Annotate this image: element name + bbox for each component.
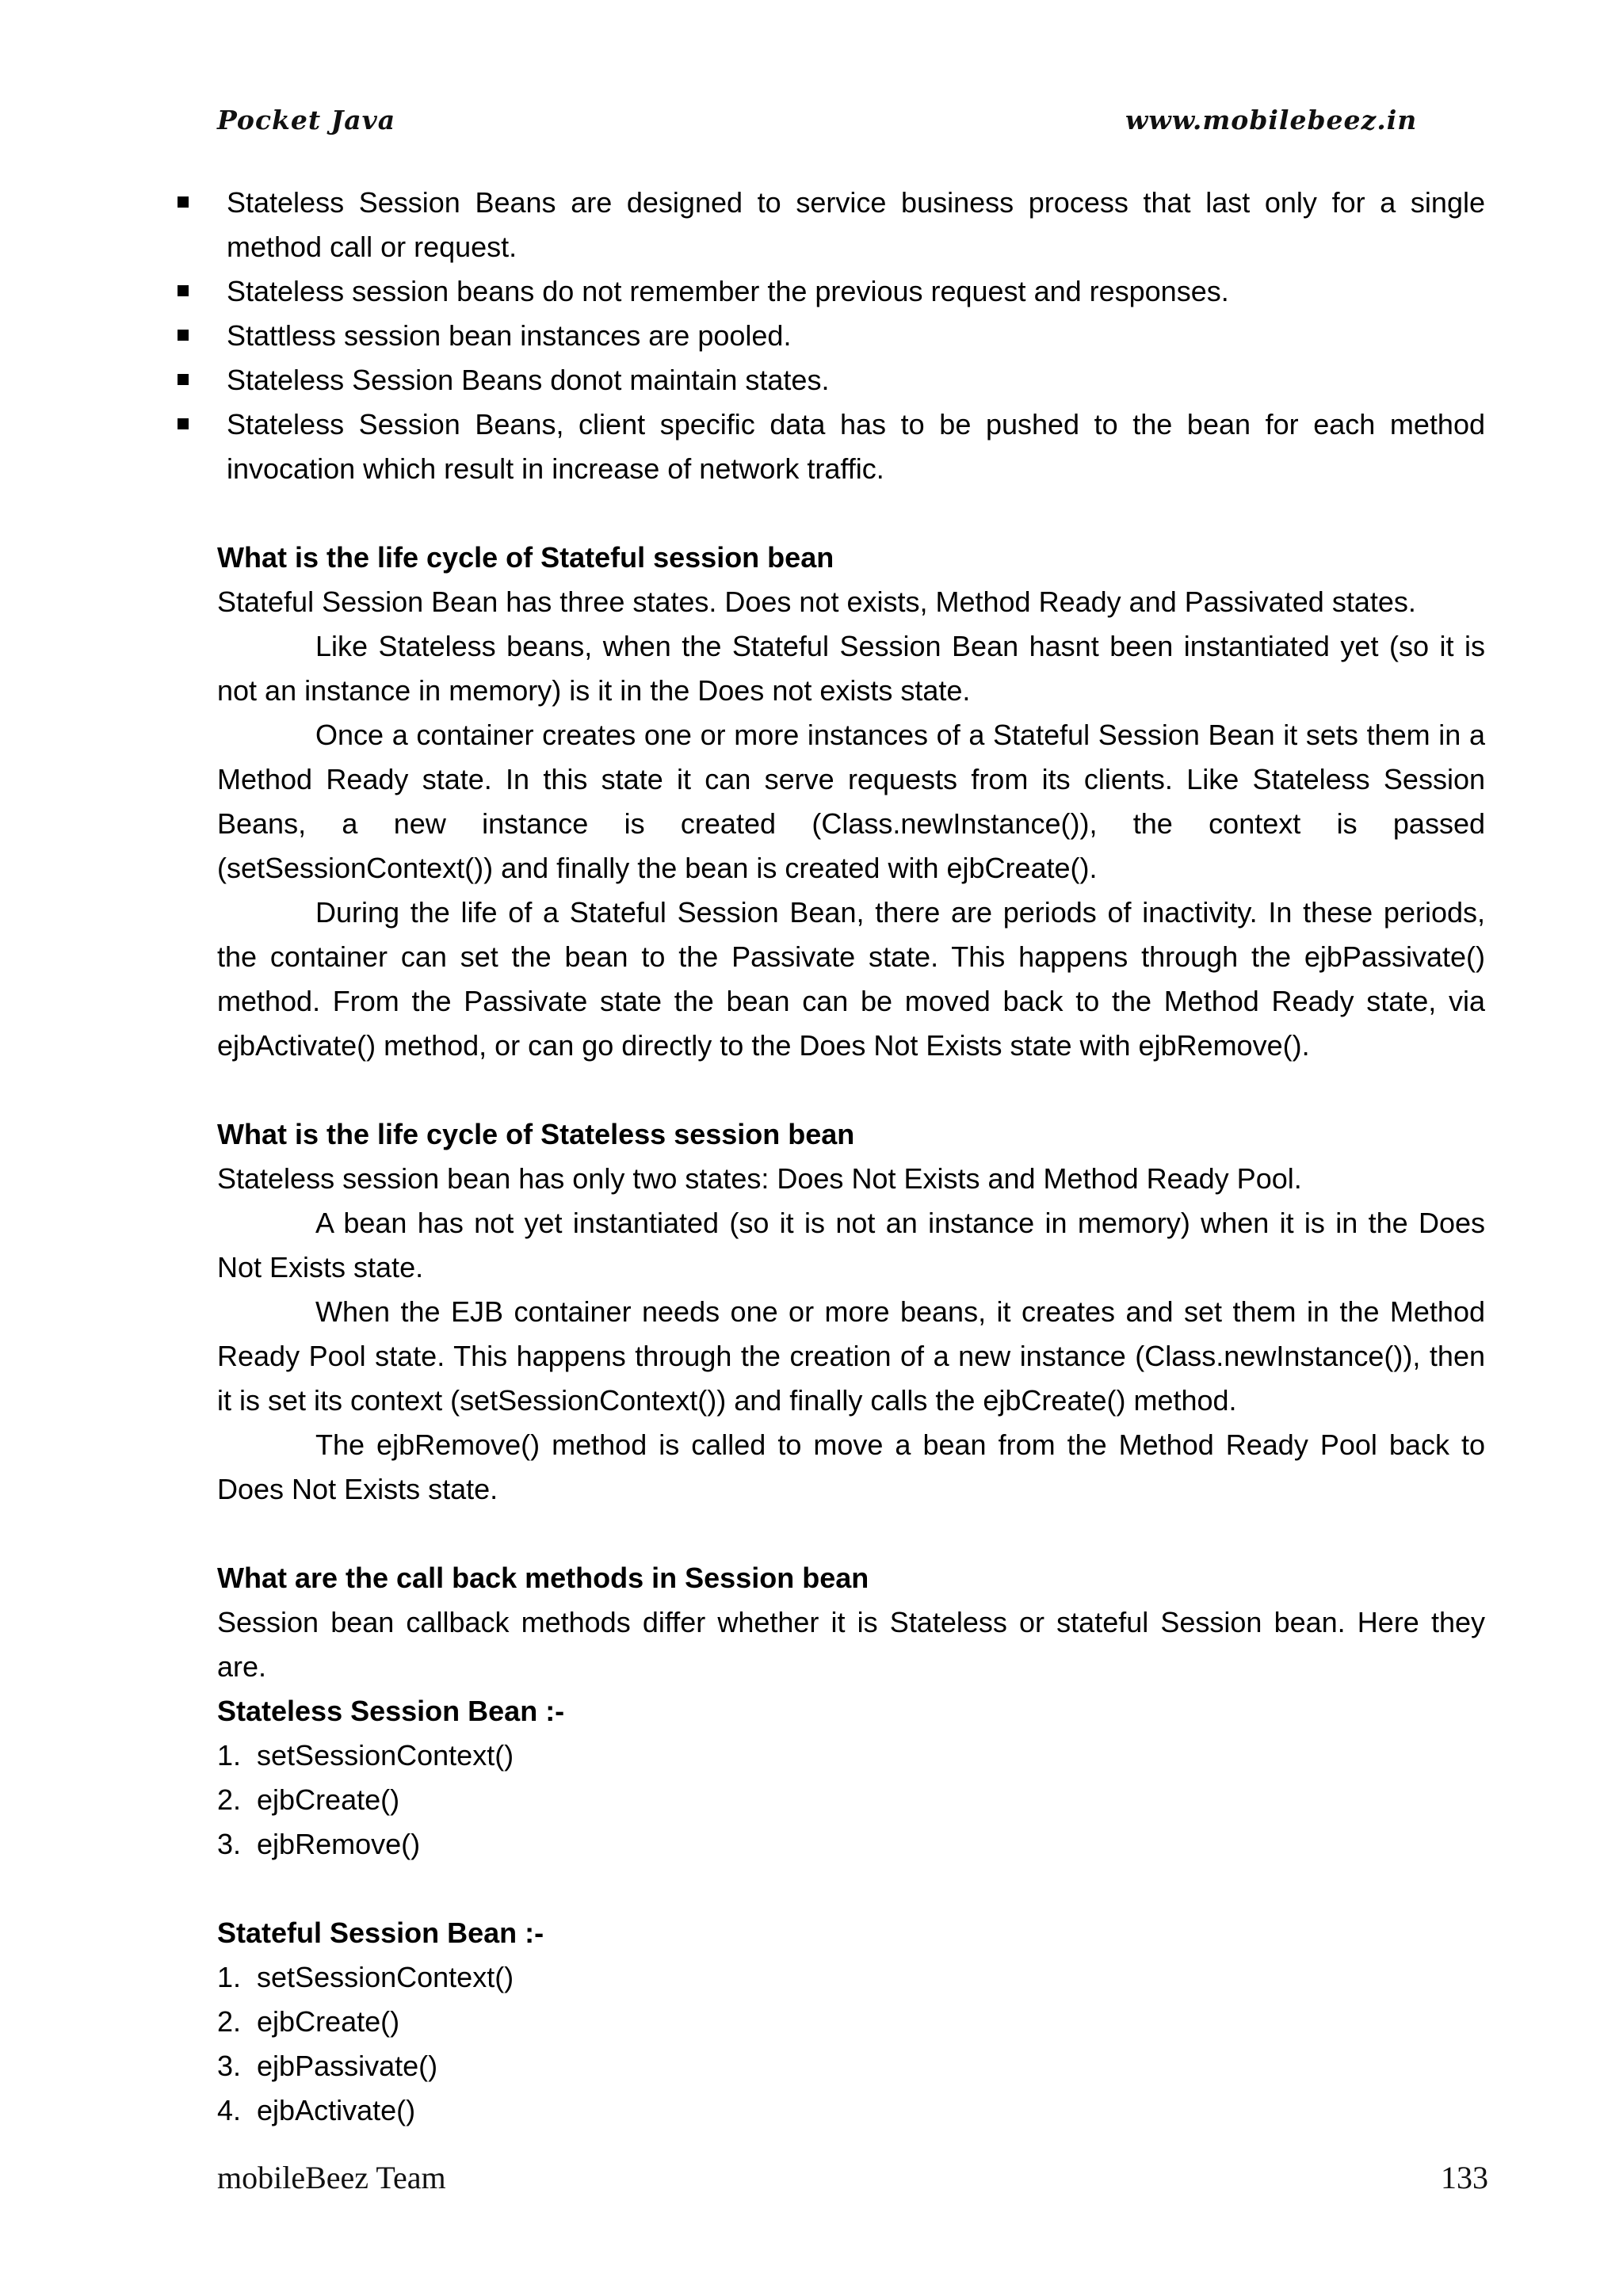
list-item: 4. ejbActivate()	[217, 2094, 416, 2126]
paragraph: Once a container creates one or more instances of a Stateful Session Bean it sets them in a Method Ready state. In this state it can serve requests from its clients. Like Stateless Session Beans, a new instance is created (Class.newInstance()), the context is passed (setSessionContext()) and finally the bean is created with ejbCreate().	[217, 719, 1485, 884]
footer-author: mobileBeez Team	[217, 2160, 446, 2195]
callbacks-section	[217, 1556, 1485, 2133]
stateless-lifecycle-section	[217, 1112, 1485, 1512]
list-item-text: Stateless session beans do not remember the previous request and responses.	[227, 275, 1229, 307]
paragraph: The ejbRemove() method is called to move a bean from the Method Ready Pool back to Does Not Exists state.	[217, 1428, 1485, 1505]
square-bullet-icon	[178, 374, 189, 385]
page-number: 133	[1441, 2160, 1488, 2195]
stateless-subheading: Stateless Session Bean :-	[217, 1695, 565, 1727]
list-item-text: Stattless session bean instances are pooled.	[227, 319, 792, 352]
list-item-text: Stateless Session Beans are designed to service business process that last only for a single method call or request.	[227, 186, 1485, 263]
paragraph: During the life of a Stateful Session Bean, there are periods of inactivity. In these periods, the container can set the bean to the Passivate state. This happens through the ejbPassivate() method. From the Passivate state the bean can be moved back to the Method Ready state, via ejbActivate() method, or can go directly to the Does Not Exists state with ejbRemove().	[217, 896, 1485, 1062]
square-bullet-icon	[178, 330, 189, 341]
stateful-subheading: Stateful Session Bean :-	[217, 1917, 544, 1949]
stateful-lifecycle-section	[217, 536, 1485, 1068]
stateless-methods-list	[217, 1733, 1485, 1867]
square-bullet-icon	[178, 285, 189, 296]
list-item: 3. ejbPassivate()	[217, 2050, 438, 2082]
list-item: 2. ejbCreate()	[217, 1783, 400, 1816]
page-body	[217, 181, 1485, 2133]
list-item-text: Stateless Session Beans, client specific data has to be pushed to the bean for each method invocation which result in increase of network traffic.	[227, 408, 1485, 485]
paragraph: Like Stateless beans, when the Stateful Session Bean hasnt been instantiated yet (so it is not an instance in memory) is it in the Does not exists state.	[217, 630, 1485, 707]
stateful-methods-list	[217, 1955, 1485, 2133]
section-heading: What is the life cycle of Stateful session bean	[217, 541, 834, 574]
square-bullet-icon	[178, 418, 189, 429]
paragraph: Stateful Session Bean has three states. Does not exists, Method Ready and Passivated states.	[217, 585, 1416, 618]
list-item-text: Stateless Session Beans donot maintain states.	[227, 364, 830, 396]
list-item: 1. setSessionContext()	[217, 1739, 514, 1772]
section-heading: What is the life cycle of Stateless session bean	[217, 1118, 855, 1150]
section-heading: What are the call back methods in Session bean	[217, 1562, 869, 1594]
paragraph: Stateless session bean has only two states: Does Not Exists and Method Ready Pool.	[217, 1162, 1302, 1195]
list-item	[217, 402, 1485, 491]
list-item	[217, 314, 1485, 358]
header-website: www.mobilebeez.in	[1125, 105, 1418, 135]
list-item	[217, 181, 1485, 269]
paragraph: When the EJB container needs one or more beans, it creates and set them in the Method Ready Pool state. This happens through the creation of a new instance (Class.newInstance()), then it is set its context (setSessionContext()) and finally calls the ejbCreate() method.	[217, 1295, 1485, 1417]
list-item: 2. ejbCreate()	[217, 2005, 400, 2038]
list-item: 1. setSessionContext()	[217, 1961, 514, 1993]
list-item	[217, 358, 1485, 402]
bullet-list	[217, 181, 1485, 491]
list-item: 3. ejbRemove()	[217, 1828, 421, 1860]
list-item	[217, 269, 1485, 314]
paragraph: A bean has not yet instantiated (so it is not an instance in memory) when it is in the Does Not Exists state.	[217, 1207, 1485, 1283]
header-title: Pocket Java	[217, 105, 396, 135]
paragraph: Session bean callback methods differ whether it is Stateless or stateful Session bean. Here they are.	[217, 1606, 1485, 1683]
square-bullet-icon	[178, 196, 189, 208]
